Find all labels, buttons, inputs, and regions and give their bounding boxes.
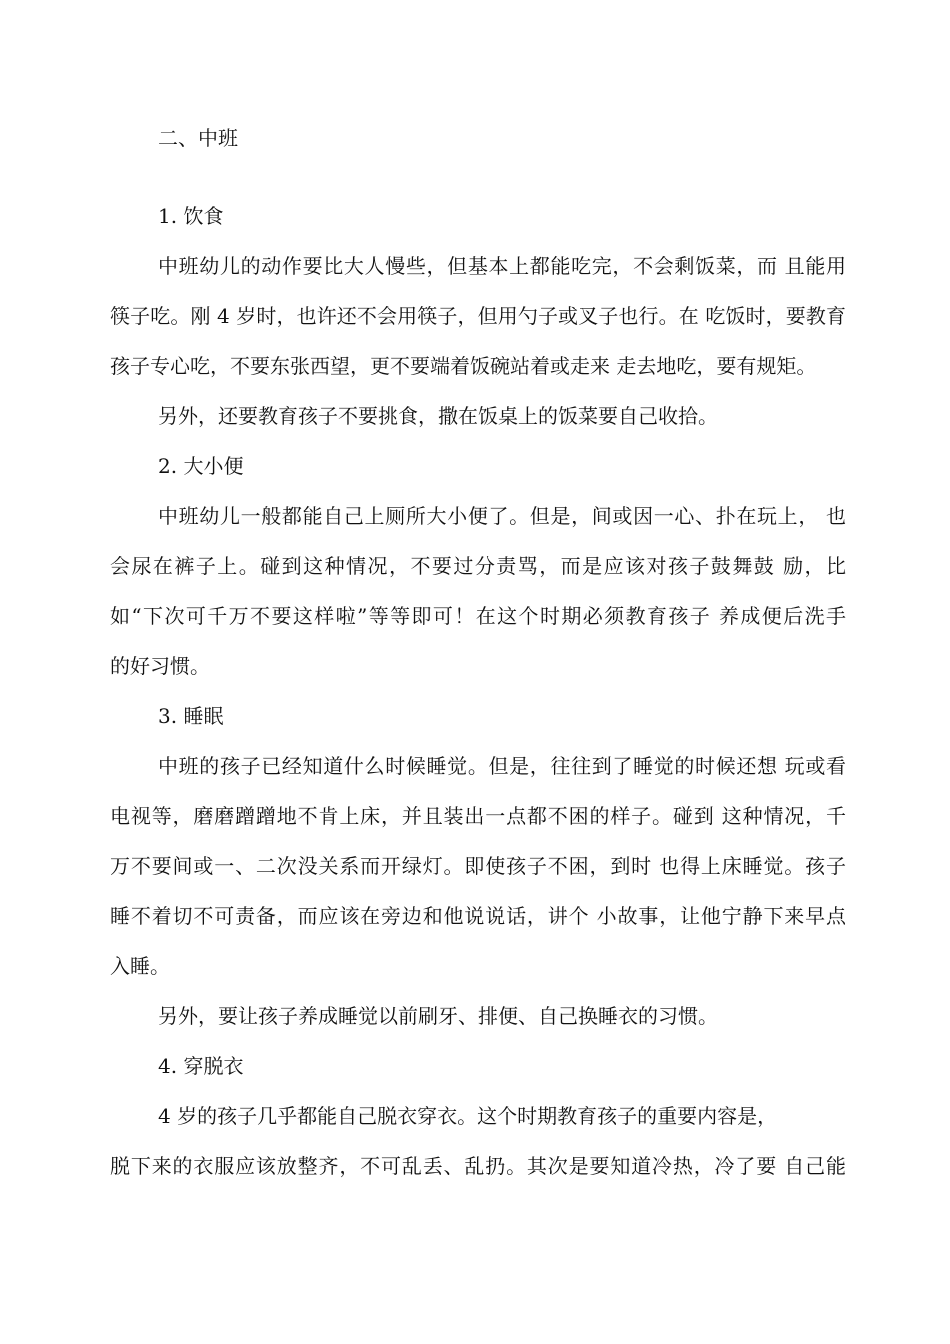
paragraph-line: 中班的孩子已经知道什么时候睡觉。但是，往往到了睡觉的时候还想 玩或看 [158, 754, 846, 778]
subsection-heading-diet: 1. 饮食 [158, 204, 224, 228]
paragraph-line: 的好习惯。 [110, 654, 210, 678]
paragraph-line: 另外，要让孩子养成睡觉以前刷牙、排便、自己换睡衣的习惯。 [158, 1004, 718, 1028]
subsection-heading-toilet: 2. 大小便 [158, 454, 244, 478]
paragraph-line: 4 岁的孩子几乎都能自己脱衣穿衣。这个时期教育孩子的重要内容是， [158, 1104, 778, 1128]
paragraph-line: 孩子专心吃，不要东张西望，更不要端着饭碗站着或走来 走去地吃，要有规矩。 [110, 354, 817, 378]
paragraph-line: 如“下次可千万不要这样啦”等等即可！在这个时期必须教育孩子 养成便后洗手 [110, 604, 846, 628]
paragraph-line: 中班幼儿一般都能自己上厕所大小便了。但是，间或因一心、扑在玩上， 也 [158, 504, 846, 528]
paragraph-line: 电视等，磨磨蹭蹭地不肯上床，并且装出一点都不困的样子。碰到 这种情况，千 [110, 804, 846, 828]
section-heading: 二、中班 [158, 126, 238, 150]
subsection-heading-sleep: 3. 睡眠 [158, 704, 224, 728]
paragraph-line: 另外，还要教育孩子不要挑食，撒在饭桌上的饭菜要自己收拾。 [158, 404, 718, 428]
paragraph-line: 会尿在裤子上。碰到这种情况，不要过分责骂，而是应该对孩子鼓舞鼓 励，比 [110, 554, 846, 578]
subsection-heading-dressing: 4. 穿脱衣 [158, 1054, 244, 1078]
paragraph-line: 中班幼儿的动作要比大人慢些，但基本上都能吃完，不会剩饭菜，而 且能用 [158, 254, 846, 278]
paragraph-line: 筷子吃。刚 4 岁时，也许还不会用筷子，但用勺子或叉子也行。在 吃饭时，要教育 [110, 304, 846, 328]
paragraph-line: 入睡。 [110, 954, 170, 978]
paragraph-line: 脱下来的衣服应该放整齐，不可乱丢、乱扔。其次是要知道冷热，冷了要 自己能 [110, 1154, 846, 1178]
paragraph-line: 睡不着切不可责备，而应该在旁边和他说说话，讲个 小故事，让他宁静下来早点 [110, 904, 846, 928]
paragraph-line: 万不要间或一、二次没关系而开绿灯。即使孩子不困，到时 也得上床睡觉。孩子 [110, 854, 846, 878]
